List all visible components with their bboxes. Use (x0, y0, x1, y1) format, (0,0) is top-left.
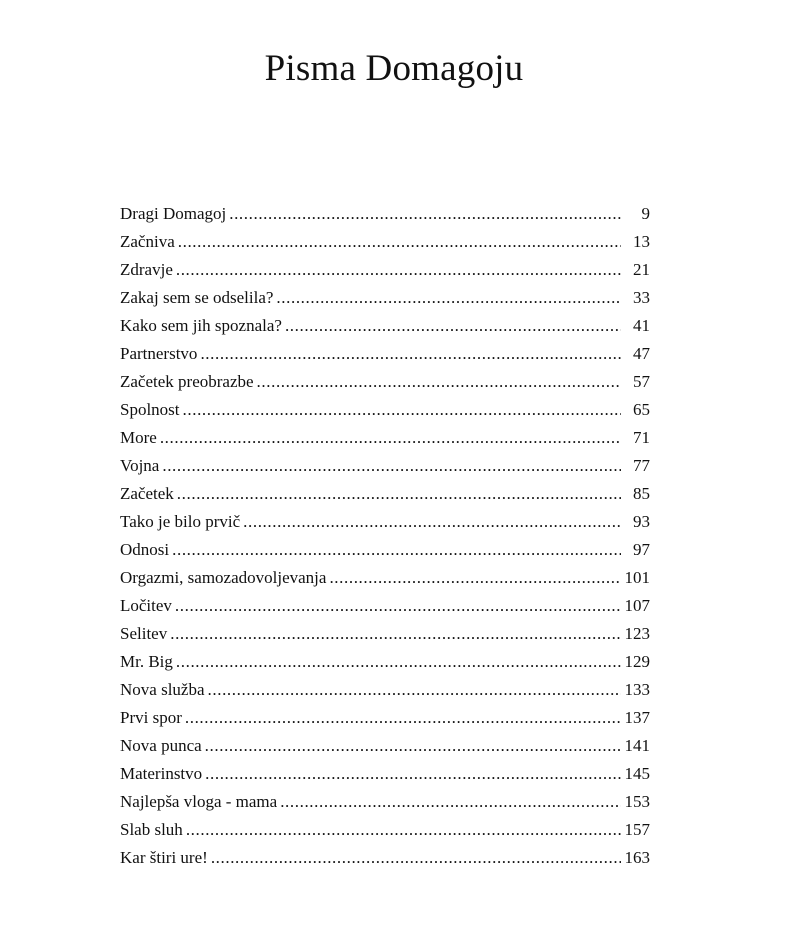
toc-entry-title: Vojna (120, 456, 160, 475)
toc-dot-leader (229, 200, 621, 228)
toc-entry-title: Zdravje (120, 260, 173, 279)
toc-dot-leader (205, 732, 621, 760)
toc-entry-title: Partnerstvo (120, 344, 198, 363)
toc-entry-title: Odnosi (120, 540, 170, 559)
toc-entry (120, 284, 650, 312)
toc-entry (120, 508, 650, 536)
toc-dot-leader (186, 816, 621, 844)
toc-entry (120, 732, 650, 760)
toc-entry-title: Selitev (120, 624, 168, 643)
toc-page-number: 97 (633, 540, 650, 559)
toc-page-number: 65 (633, 400, 650, 419)
toc-dot-leader (208, 676, 621, 704)
toc-dot-leader (172, 536, 621, 564)
toc-dot-leader (280, 788, 621, 816)
toc-dot-leader (211, 844, 621, 872)
toc-entry (120, 396, 650, 424)
toc-entry-title: Mr. Big (120, 652, 173, 671)
toc-entry-title: Slab sluh (120, 820, 183, 839)
toc-page-number: 129 (624, 652, 650, 671)
toc-dot-leader (205, 760, 621, 788)
toc-entry (120, 228, 650, 256)
toc-page-number: 163 (624, 848, 650, 867)
toc-dot-leader (183, 396, 621, 424)
toc-page-number: 13 (633, 232, 650, 251)
toc-entry-title: Materinstvo (120, 764, 203, 783)
toc-entry-title: Dragi Domagoj (120, 204, 227, 223)
toc-entry-title: Začetek (120, 484, 174, 503)
toc-entry (120, 620, 650, 648)
page-title: Pisma Domagoju (264, 48, 524, 89)
toc-entry-title: Zakaj sem se odselila? (120, 288, 274, 307)
toc-entry (120, 844, 650, 872)
toc-entry-title: Začniva (120, 232, 175, 251)
toc-dot-leader (176, 256, 621, 284)
toc-entry (120, 592, 650, 620)
toc-entry-title: Kako sem jih spoznala? (120, 316, 282, 335)
toc-dot-leader (200, 340, 621, 368)
toc-entry (120, 256, 650, 284)
toc-entry-title: Kar štiri ure! (120, 848, 208, 867)
toc-dot-leader (257, 368, 621, 396)
toc-entry (120, 200, 650, 228)
toc-entry (120, 788, 650, 816)
toc-entry-title: Začetek preobrazbe (120, 372, 254, 391)
toc-page-number: 157 (624, 820, 650, 839)
toc-page-number: 9 (641, 204, 650, 223)
toc-page-number: 101 (624, 568, 650, 587)
toc-entry (120, 424, 650, 452)
toc-entry-title: Orgazmi, samozadovoljevanja (120, 568, 327, 587)
toc-page-number: 133 (624, 680, 650, 699)
toc-entry (120, 760, 650, 788)
toc-dot-leader (329, 564, 621, 592)
toc-dot-leader (276, 284, 621, 312)
toc-entry-title: Prvi spor (120, 708, 182, 727)
toc-page-number: 71 (633, 428, 650, 447)
toc-dot-leader (177, 480, 621, 508)
toc-page-number: 57 (633, 372, 650, 391)
toc-entry-title: Spolnost (120, 400, 180, 419)
toc-dot-leader (243, 508, 621, 536)
toc-entry-title: Nova punca (120, 736, 202, 755)
toc-entry-title: Nova služba (120, 680, 205, 699)
toc-entry (120, 312, 650, 340)
toc-page-number: 77 (633, 456, 650, 475)
toc-entry-title: More (120, 428, 157, 447)
toc-entry (120, 480, 650, 508)
toc-page-number: 141 (624, 736, 650, 755)
toc-entry (120, 452, 650, 480)
toc-dot-leader (170, 620, 621, 648)
toc-page-number: 93 (633, 512, 650, 531)
toc-page-number: 153 (624, 792, 650, 811)
table-of-contents (120, 200, 650, 872)
toc-entry (120, 676, 650, 704)
toc-page-number: 21 (633, 260, 650, 279)
toc-entry (120, 340, 650, 368)
toc-entry (120, 368, 650, 396)
toc-dot-leader (162, 452, 621, 480)
toc-dot-leader (176, 648, 621, 676)
toc-dot-leader (160, 424, 621, 452)
toc-entry (120, 704, 650, 732)
toc-entry-title: Najlepša vloga - mama (120, 792, 278, 811)
toc-page-number: 145 (624, 764, 650, 783)
toc-page-number: 137 (624, 708, 650, 727)
toc-entry (120, 816, 650, 844)
toc-entry (120, 564, 650, 592)
toc-dot-leader (175, 592, 621, 620)
toc-page-number: 41 (633, 316, 650, 335)
toc-entry-title: Tako je bilo prvič (120, 512, 241, 531)
toc-entry (120, 536, 650, 564)
toc-page-number: 107 (624, 596, 650, 615)
toc-page-number: 33 (633, 288, 650, 307)
toc-dot-leader (285, 312, 621, 340)
toc-entry (120, 648, 650, 676)
toc-page-number: 123 (624, 624, 650, 643)
toc-dot-leader (185, 704, 621, 732)
toc-page-number: 85 (633, 484, 650, 503)
toc-entry-title: Ločitev (120, 596, 172, 615)
toc-dot-leader (178, 228, 621, 256)
toc-page-number: 47 (633, 344, 650, 363)
